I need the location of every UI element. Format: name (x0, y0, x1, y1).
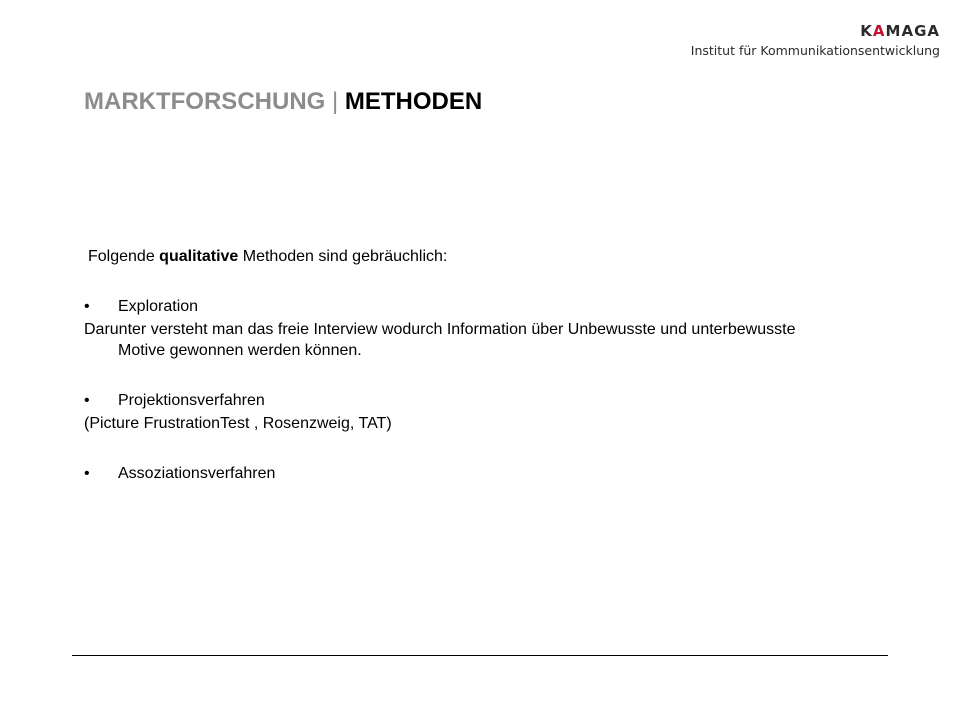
bullet-label: Projektionsverfahren (118, 392, 265, 409)
bullet-label: Assoziationsverfahren (118, 465, 276, 482)
item-description: (Picture FrustrationTest , Rosenzweig, TAT) (84, 415, 392, 432)
bullet-item (84, 463, 804, 484)
bullet-item (84, 390, 804, 411)
logo-subtitle: Institut für Kommunikationsentwicklung (690, 43, 940, 58)
title-separator: | (331, 88, 339, 115)
intro-emphasis: qualitative (159, 248, 239, 265)
bullet-item (84, 296, 804, 317)
bullet-dot: • (84, 298, 90, 315)
logo-wordmark-rest: MAGA (885, 22, 940, 40)
slide-title (84, 86, 482, 118)
intro-suffix: Methoden sind gebräuchlich: (238, 248, 448, 265)
title-section: MARKTFORSCHUNG (84, 88, 326, 115)
intro-prefix: Folgende (88, 248, 160, 265)
intro-text (88, 246, 804, 267)
spacer (84, 361, 804, 390)
logo-wordmark (691, 22, 940, 40)
item-description: Darunter versteht man das freie Interview wodurch Information über Unbewusste und unterbewusste Motive gewonnen werden können. (84, 321, 796, 359)
footer-divider (72, 655, 888, 656)
bullet-dot: • (84, 392, 90, 409)
title-topic: METHODEN (344, 88, 483, 115)
spacer (84, 434, 804, 463)
bullet-label: Exploration (118, 298, 199, 315)
slide-body (84, 246, 804, 484)
bullet-dot: • (84, 465, 90, 482)
logo-wordmark-first: K (860, 22, 873, 40)
kamaga-logo (691, 22, 940, 59)
logo-wordmark-accent: A (872, 22, 886, 40)
